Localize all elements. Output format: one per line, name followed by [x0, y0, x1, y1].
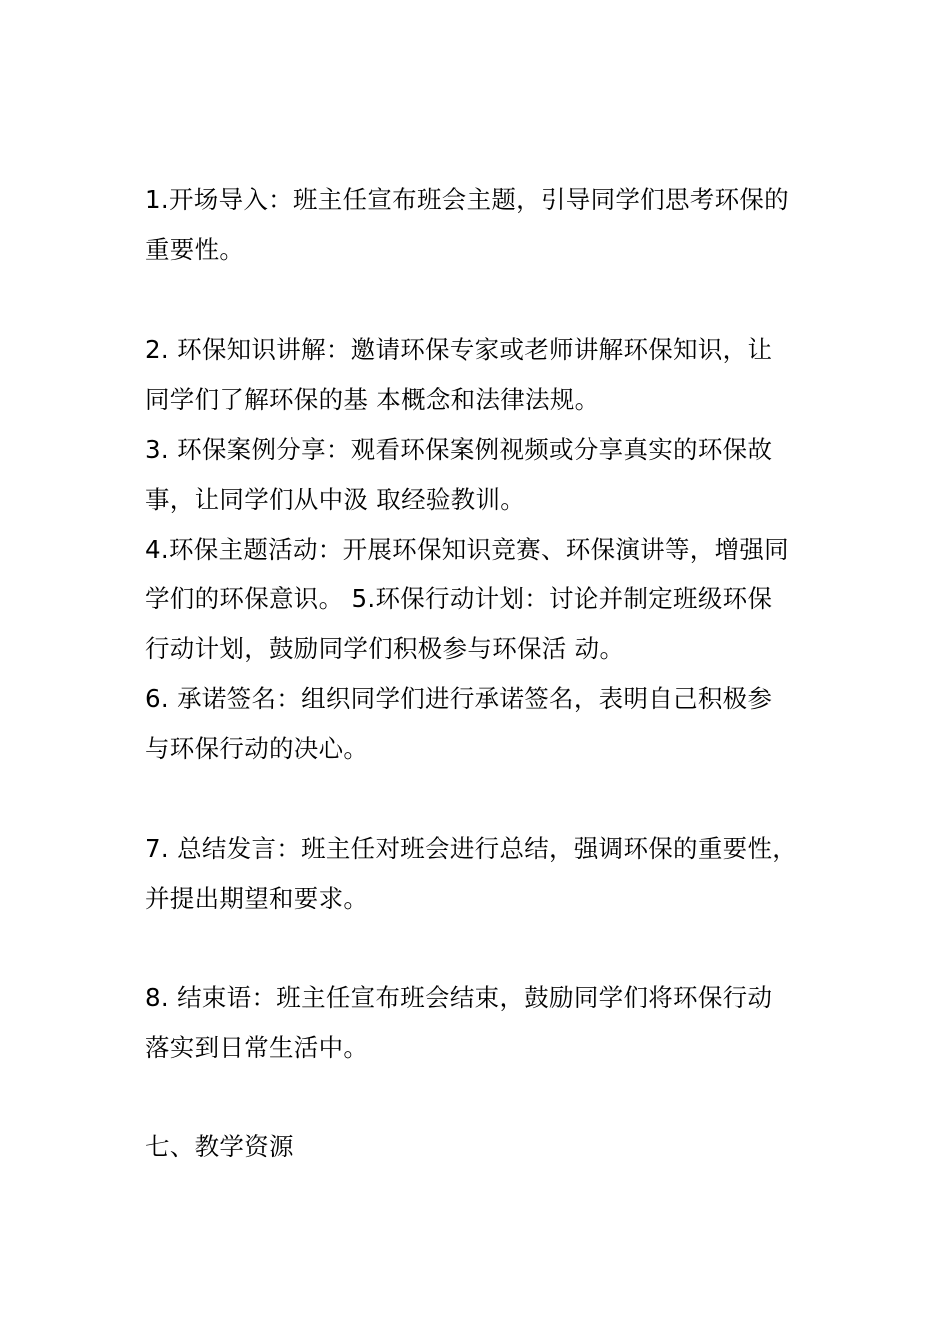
text-line: 行动计划，鼓励同学们积极参与环保活 动。 [145, 634, 625, 663]
text-line: 6. 承诺签名：组织同学们进行承诺签名，表明自己积极参 [145, 684, 773, 713]
text-line: 8. 结束语：班主任宣布班会结束，鼓励同学们将环保行动 [145, 983, 773, 1012]
text-line: 与环保行动的决心。 [145, 734, 369, 763]
text-line: 7. 总结发言：班主任对班会进行总结，强调环保的重要性， [145, 834, 798, 863]
text-line: 学们的环保意识。 5.环保行动计划：讨论并制定班级环保 [145, 584, 773, 613]
text-line: 事，让同学们从中汲 取经验教训。 [145, 485, 526, 514]
text-line: 并提出期望和要求。 [145, 884, 369, 913]
text-line: 4.环保主题活动：开展环保知识竞赛、环保演讲等，增强同 [145, 535, 789, 564]
text-line: 重要性。 [145, 235, 245, 264]
section-heading: 七、教学资源 [145, 1132, 294, 1161]
text-line: 同学们了解环保的基 本概念和法律法规。 [145, 385, 600, 414]
text-line: 落实到日常生活中。 [145, 1033, 369, 1062]
text-line: 3. 环保案例分享：观看环保案例视频或分享真实的环保故 [145, 435, 773, 464]
text-line: 2. 环保知识讲解：邀请环保专家或老师讲解环保知识，让 [145, 335, 773, 364]
text-line: 1.开场导入：班主任宣布班会主题，引导同学们思考环保的 [145, 185, 789, 214]
